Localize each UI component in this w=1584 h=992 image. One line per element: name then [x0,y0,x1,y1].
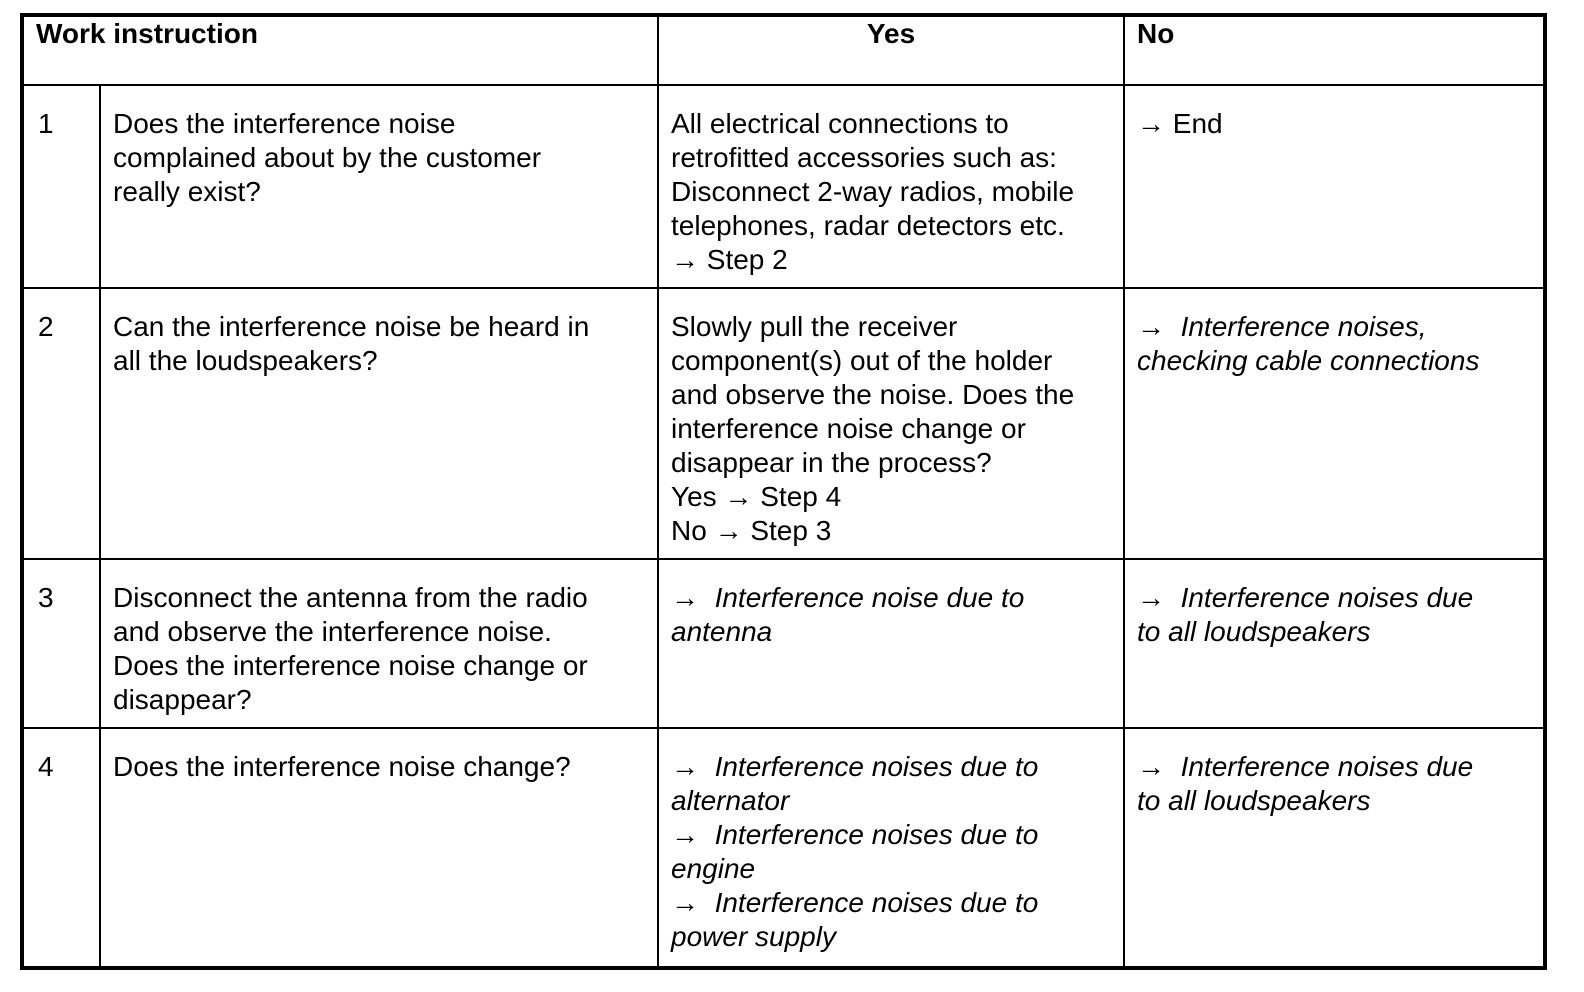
step-number-cell: 1 [22,85,100,288]
work-instruction-table [20,13,1547,970]
table-header-row [22,15,1545,85]
no-cell: → Interference noises, checking cable connections [1124,288,1545,559]
no-cell: → Interference noises due to all loudspeakers [1124,728,1545,968]
table-row [22,85,1545,288]
step-number-cell: 2 [22,288,100,559]
arrow-icon: → [671,582,699,613]
instruction-cell: Does the interference noise complained about by the customer really exist? [100,85,658,288]
yes-cell: → Interference noises due to alternator → Interference noises due to engine → Interference noises due to power supply [658,728,1124,968]
header-no: No [1124,15,1545,85]
table-row [22,559,1545,728]
arrow-icon: → [1137,751,1165,782]
instruction-cell: Can the interference noise be heard in all the loudspeakers? [100,288,658,559]
yes-cell: All electrical connections to retrofitted accessories such as: Disconnect 2-way radios, mobile telephones, radar detectors etc. → Step 2 [658,85,1124,288]
no-cell: → End [1124,85,1545,288]
no-cell: → Interference noises due to all loudspeakers [1124,559,1545,728]
table-row [22,288,1545,559]
instruction-cell: Disconnect the antenna from the radio and observe the interference noise. Does the interference noise change or disappear? [100,559,658,728]
arrow-icon: → [1137,582,1165,613]
instruction-cell: Does the interference noise change? [100,728,658,968]
step-number-cell: 3 [22,559,100,728]
yes-cell: Slowly pull the receiver component(s) out of the holder and observe the noise. Does the interference noise change or disappear in the process? Yes → Step 4 No → Step 3 [658,288,1124,559]
arrow-icon: → [1137,311,1165,342]
yes-cell: → Interference noise due to antenna [658,559,1124,728]
arrow-icon: → [671,751,699,782]
header-work-instruction: Work instruction [22,15,658,85]
header-yes: Yes [658,15,1124,85]
arrow-icon: → [671,819,699,850]
step-number-cell: 4 [22,728,100,968]
table-row [22,728,1545,968]
arrow-icon: → [671,887,699,918]
